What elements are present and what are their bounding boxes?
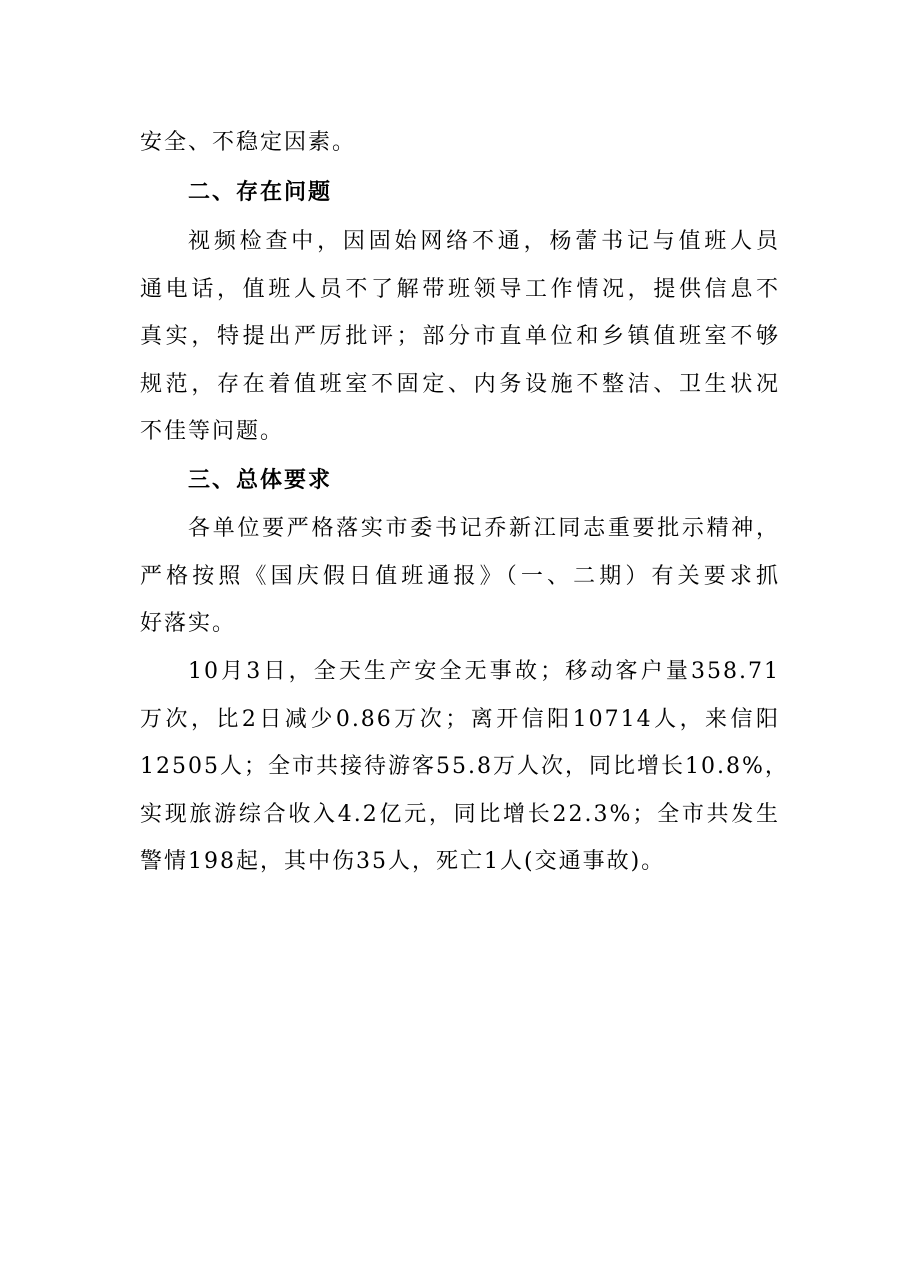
daily-report-line-1: 10月3日，全天生产安全无事故；移动客户量358.71 <box>188 659 780 684</box>
section2-line-2: 通电话，值班人员不了解带班领导工作情况，提供信息不 <box>140 277 780 302</box>
section2-line-1: 视频检查中，因固始网络不通，杨蕾书记与值班人员 <box>188 229 780 254</box>
section2-line-3: 真实，特提出严厉批评；部分市直单位和乡镇值班室不够 <box>140 324 780 349</box>
section2-line-5: 不佳等问题。 <box>140 419 285 444</box>
section3-line-2: 严格按照《国庆假日值班通报》（一、二期）有关要求抓 <box>140 564 780 589</box>
section2-line-4: 规范，存在着值班室不固定、内务设施不整洁、卫生状况 <box>140 372 780 397</box>
daily-report-line-5: 警情198起，其中伤35人，死亡1人(交通事故)。 <box>140 849 666 874</box>
daily-report-line-4: 实现旅游综合收入4.2亿元，同比增长22.3%；全市共发生 <box>140 802 780 827</box>
section3-line-3: 好落实。 <box>140 611 237 636</box>
daily-report-line-2: 万次，比2日减少0.86万次；离开信阳10714人，来信阳 <box>140 707 780 732</box>
section3-heading: 三、总体要求 <box>188 468 333 493</box>
daily-report-line-3: 12505人；全市共接待游客55.8万人次，同比增长10.8%， <box>140 754 789 779</box>
section2-heading: 二、存在问题 <box>188 180 333 205</box>
section3-line-1: 各单位要严格落实市委书记乔新江同志重要批示精神， <box>188 516 780 541</box>
section1-tail: 安全、不稳定因素。 <box>140 130 357 155</box>
